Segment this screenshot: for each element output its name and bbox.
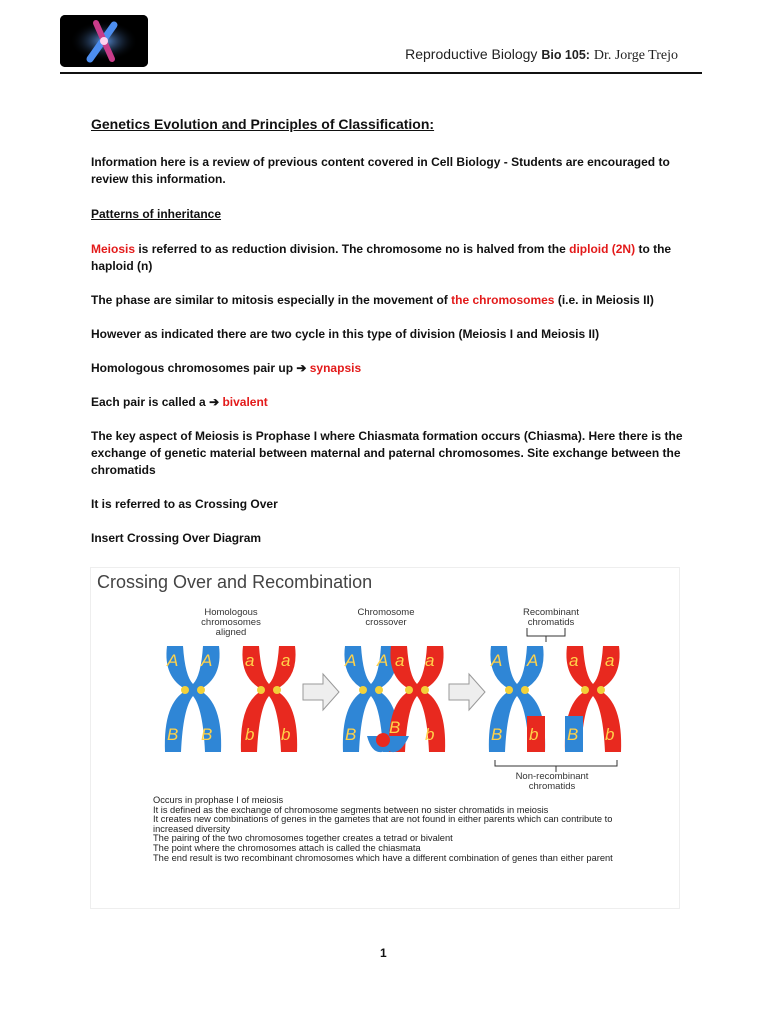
header-subject: Reproductive Biology — [405, 46, 538, 62]
paragraph-crossing-over: It is referred to as Crossing Over — [91, 497, 278, 511]
term-diploid: diploid (2N) — [569, 242, 636, 256]
note-line: It is defined as the exchange of chromosome segments between no sister chromatids in meiosis — [153, 804, 549, 815]
note-line: The point where the chromosomes attach is called the chiasmata — [153, 842, 421, 853]
gene-label: A — [167, 651, 179, 670]
paragraph-synapsis — [91, 360, 691, 377]
arrow-right-icon — [303, 674, 339, 710]
term-chromosomes: the chromosomes — [451, 293, 555, 307]
gene-label: A — [345, 651, 357, 670]
text-segment: to the haploid (n) — [91, 242, 672, 273]
text-segment: (i.e. in Meiosis II) — [554, 293, 654, 307]
header-rule — [60, 72, 702, 74]
header-title — [405, 46, 678, 64]
document-body — [91, 116, 691, 547]
note-line: It creates new combinations of genes in the gametes that are not found in either parents which can contribute to increased diversity — [153, 814, 613, 834]
gene-label: A — [527, 651, 539, 670]
chromosome-diagram — [91, 568, 679, 798]
label-nonrecombinant: Non-recombinant chromatids — [515, 771, 589, 792]
text-segment: Here there is the exchange of genetic material between maternal and paternal chromosomes. Site exchange between the chromatids — [91, 429, 683, 477]
red-recombinant-pair — [565, 646, 621, 752]
arrow-icon: ➔ — [209, 395, 220, 409]
note-line: The end result is two recombinant chromosomes which have a different combination of genes than either parent — [153, 852, 613, 863]
gene-label: b — [529, 725, 539, 744]
text-segment: is referred to as reduction division. The chromosome no is halved from the — [135, 242, 570, 256]
chromosome-logo-icon — [60, 15, 148, 67]
gene-label: a — [425, 651, 435, 670]
logo — [60, 15, 148, 67]
gene-label: b — [425, 725, 435, 744]
gene-label: B — [345, 725, 357, 744]
term-chiasma: (Chiasma). — [523, 429, 586, 443]
header-instructor: Dr. Jorge Trejo — [593, 48, 678, 63]
gene-label: B — [167, 725, 179, 744]
text-segment: Each pair is called a — [91, 395, 210, 409]
intro-paragraph: Information here is a review of previous content covered in Cell Biology - Students are encouraged to review this information. — [91, 155, 670, 186]
label-recombinant: Recombinant chromatids — [523, 607, 579, 628]
crossing-over-figure — [90, 567, 680, 909]
gene-label: A — [201, 651, 213, 670]
header-course: Bio 105: — [541, 48, 590, 62]
page-number: 1 — [380, 946, 387, 960]
gene-label: A — [377, 651, 389, 670]
blue-recombinant-pair — [489, 646, 545, 752]
paragraph-cycles: However as indicated there are two cycle in this type of division (Meiosis I and Meiosis II) — [91, 327, 600, 341]
gene-label: B — [491, 725, 503, 744]
gene-label: a — [395, 651, 405, 670]
gene-label: B — [567, 725, 579, 744]
arrow-icon: ➔ — [296, 361, 307, 375]
gene-label: B — [201, 725, 213, 744]
gene-label: a — [281, 651, 291, 670]
crossover-chromosomes — [343, 646, 445, 752]
section-heading: Patterns of inheritance — [91, 207, 222, 221]
gene-label: B — [389, 718, 401, 737]
gene-label: a — [245, 651, 255, 670]
blue-chromosome-pair-1 — [165, 646, 221, 752]
label-crossover: Chromosome crossover — [357, 607, 415, 628]
note-line: The pairing of the two chromosomes together creates a tetrad or bivalent — [153, 833, 453, 844]
gene-label: a — [605, 651, 615, 670]
gene-label: A — [491, 651, 503, 670]
gene-label: b — [605, 725, 615, 744]
gene-label: a — [569, 651, 579, 670]
term-meiosis: Meiosis — [91, 242, 136, 256]
paragraph-prophase — [91, 428, 691, 479]
figure-notes — [153, 796, 653, 863]
red-chromosome-pair-1 — [241, 646, 297, 752]
text-segment: The key aspect of Meiosis is Prophase I where Chiasmata formation occurs — [91, 429, 524, 443]
arrow-right-icon — [449, 674, 485, 710]
label-aligned: Homologous chromosomes aligned — [201, 607, 261, 638]
paragraph-meiosis — [91, 241, 691, 275]
term-bivalent: bivalent — [219, 395, 268, 409]
paragraph-phase — [91, 292, 691, 309]
gene-label: b — [245, 725, 255, 744]
note-line: Occurs in prophase I of meiosis — [153, 795, 284, 805]
text-segment: The phase are similar to mitosis especially in the movement of — [91, 293, 452, 307]
paragraph-insert-diagram: Insert Crossing Over Diagram — [91, 531, 262, 545]
paragraph-bivalent — [91, 394, 691, 411]
page-title: Genetics Evolution and Principles of Classification: — [91, 116, 435, 132]
figure-title: Crossing Over and Recombination — [97, 572, 373, 592]
term-synapsis: synapsis — [306, 361, 362, 375]
text-segment: Homologous chromosomes pair up — [91, 361, 297, 375]
gene-label: b — [281, 725, 291, 744]
